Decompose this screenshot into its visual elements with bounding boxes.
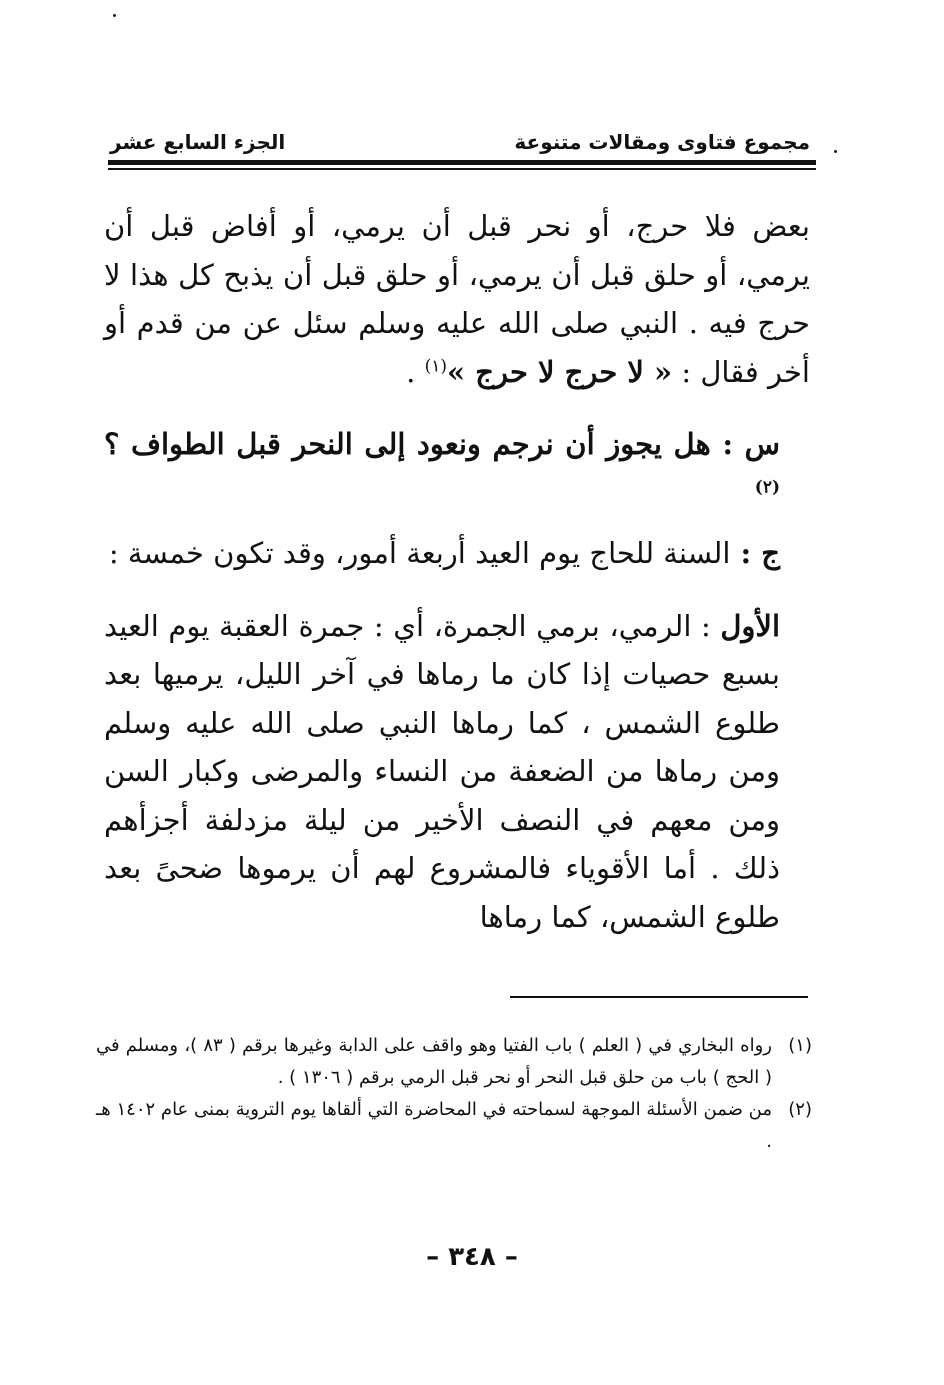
- answer-prefix: ج :: [730, 536, 780, 570]
- running-header: [110, 124, 810, 154]
- question-text: هل يجوز أن نرجم ونعود إلى النحر قبل الطواف ؟: [104, 427, 711, 461]
- volume-label: الجزء السابع عشر: [110, 130, 286, 154]
- first-label: الأول: [720, 608, 780, 643]
- header-rule-thick: [108, 160, 816, 165]
- footnote-text: رواه البخاري في ( العلم ) باب الفتيا وهو واقف على الدابة وغيرها برقم ( ٨٣ )، ومسلم في ( الحج ) باب من حلق قبل النحر أو نحر قبل الرمي برقم ( ١٣٠٦ ) .: [96, 1035, 772, 1088]
- scan-speck: [113, 14, 116, 17]
- scan-speck: [834, 150, 837, 153]
- header-rule-thin: [108, 168, 816, 170]
- main-text: [104, 202, 810, 941]
- footnote-number: (٢): [788, 1099, 812, 1120]
- paragraph-1: بعض فلا حرج، أو نحر قبل أن يرمي، أو أفاض قبل أن يرمي، أو حلق قبل أن يرمي، أو حلق قبل أن يذبح كل هذا لا حرج فيه . النبي صلى الله عليه وسلم سئل عن من قدم أو أخر فقال : « لا حرج لا حرج »$^{(١)}$ .: [104, 209, 810, 389]
- book-title: مجموع فتاوى ومقالات متنوعة: [514, 130, 810, 154]
- footnote-number: (١): [788, 1035, 812, 1056]
- first-point: [104, 602, 810, 942]
- footnote-separator: [510, 996, 808, 998]
- footnote-text: من ضمن الأسئلة الموجهة لسماحته في المحاضرة التي ألقاها يوم التروية بمنى عام ١٤٠٢ هـ .: [96, 1099, 772, 1152]
- hadith-quote: « لا حرج لا حرج »: [447, 354, 673, 389]
- footnote-ref-1: (١): [424, 355, 448, 376]
- footnote-ref-2: (٢): [754, 476, 780, 497]
- footnote-1: [96, 1030, 812, 1094]
- question: [104, 420, 810, 517]
- question-prefix: س :: [710, 427, 780, 461]
- page-number: – ٣٤٨ –: [426, 1242, 518, 1272]
- answer-text: السنة للحاج يوم العيد أربعة أمور، وقد تكون خمسة :: [108, 536, 731, 570]
- footnote-2: [96, 1094, 812, 1158]
- footnotes: [96, 1030, 812, 1158]
- answer: [104, 529, 810, 578]
- first-text: : الرمي، برمي الجمرة، أي : جمرة العقبة يوم العيد بسبع حصيات إذا كان ما رماها في آخر الليل، يرميها بعد طلوع الشمس ، كما رماها النبي صلى الله عليه وسلم ومن رماها من الضعفة من النساء والمرضى وكبار السن ومن معهم في النصف الأخير من ليلة مزدلفة أجزأهم ذلك . أما الأقوياء فالمشروع لهم أن يرموها ضحىً بعد طلوع الشمس، كما رماها: [104, 608, 780, 934]
